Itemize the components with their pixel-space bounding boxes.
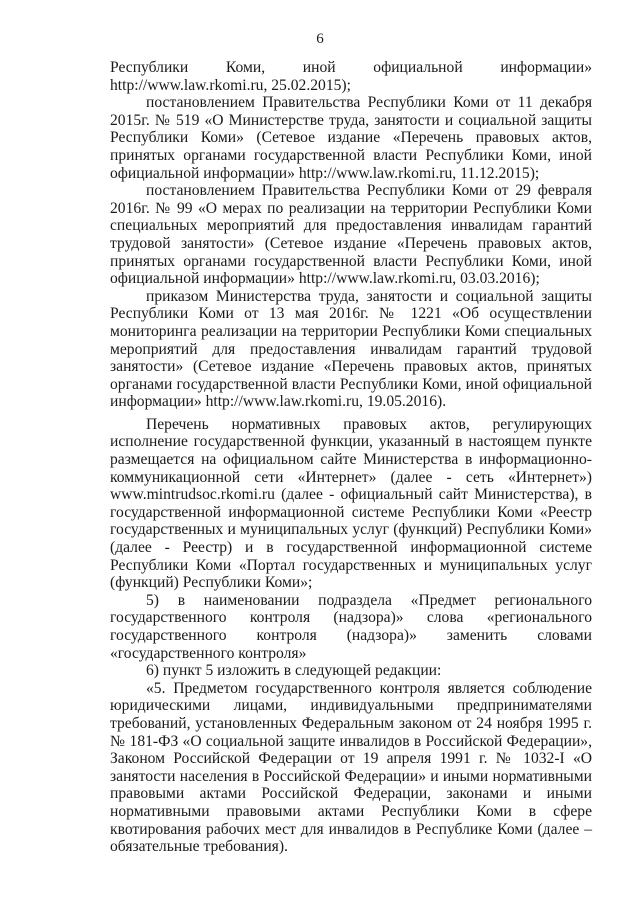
paragraph-order-1221: приказом Министерства труда, занятости и социальной защиты Республики Коми от 13 мая 2016г. № 1221 «Об осуществлении мониторинга реализации на территории Республики Коми специальных мероприятий для предоставления инвалидам гарантий трудовой занятости» (Сетевое издание «Перечень правовых актов, принятых органами государственной власти Республики Коми, иной официальной информации» http://www.law.rkomi.ru, 19.05.2016).: [110, 287, 592, 411]
paragraph-item-6: 6) пункт 5 изложить в следующей редакции:: [146, 662, 442, 680]
paragraph-decree-519: постановлением Правительства Республики Коми от 11 декабря 2015г. № 519 «О Министерстве труда, занятости и социальной защиты Республики Коми» (Сетевое издание «Перечень правовых актов, принятых органами государственной власти Республики Коми, иной официальной информации» http://www.law.rkomi.ru, 11.12.2015);: [110, 94, 592, 182]
paragraph-point-5-text: «5. Предметом государственного контроля является соблюдение юридическими лицами, индивидуальными предпринимателями требований, установленных Федеральным законом от 24 ноября 1995 г. № 181-ФЗ «О социальной защите инвалидов в Российской Федерации», Законом Российской Федерации от 19 апреля 1991 г. № 1032-I «О занятости населения в Российской Федерации» и иными нормативными правовыми актами Российской Федерации, законами и иными нормативными правовыми актами Республики Коми в сфере квотирования рабочих мест для инвалидов в Республике Коми (далее – обязательные требования).: [110, 679, 592, 856]
document-body: [110, 59, 592, 856]
paragraph-decree-99: постановлением Правительства Республики Коми от 29 февраля 2016г. № 99 «О мерах по реализации на территории Республики Коми специальных мероприятий для предоставления инвалидам гарантий трудовой занятости» (Сетевое издание «Перечень правовых актов, принятых органами государственной власти Республики Коми, иной официальной информации» http://www.law.rkomi.ru, 03.03.2016);: [110, 182, 592, 288]
paragraph-continuation: Республики Коми, иной официальной информации» http://www.law.rkomi.ru, 25.02.2015);: [110, 59, 592, 94]
page-number: 6: [316, 31, 324, 47]
paragraph-item-5: 5) в наименовании подраздела «Предмет регионального государственного контроля (надзора)» слова «регионального государственного контроля (надзора)» заменить словами «государственного контроля»: [110, 591, 592, 662]
paragraph-acts-list: Перечень нормативных правовых актов, регулирующих исполнение государственной функции, указанный в настоящем пункте размещается на официальном сайте Министерства в информационно-коммуникационной сети «Интернет» (далее - сеть «Интернет») www.mintrudsoc.rkomi.ru (далее - официальный сайт Министерства), в государственной информационной системе Республики Коми «Реестр государственных и муниципальных услуг (функций) Республики Коми» (далее - Реестр) и в государственной информационной системе Республики Коми «Портал государственных и муниципальных услуг (функций) Республики Коми»;: [110, 415, 592, 592]
